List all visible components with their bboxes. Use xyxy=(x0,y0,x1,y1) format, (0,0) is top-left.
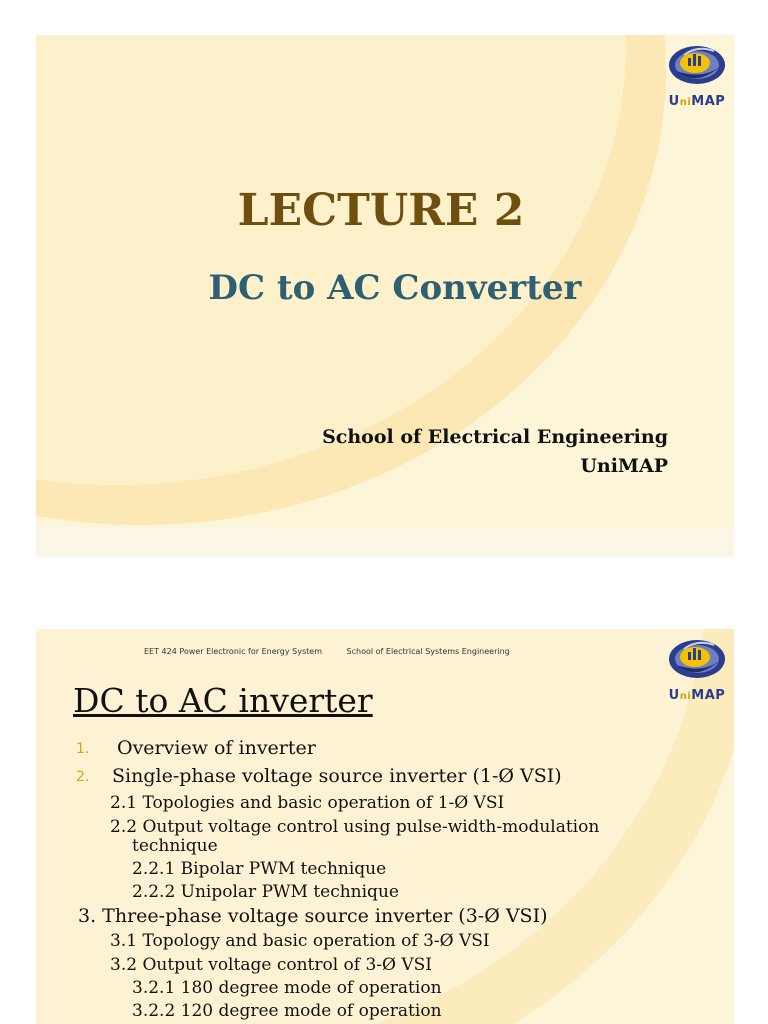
globe-logo-icon xyxy=(666,41,728,91)
list-item: 2.2.1 Bipolar PWM technique xyxy=(132,859,387,879)
list-item: Overview of inverter xyxy=(117,737,316,759)
list-item: technique xyxy=(132,836,218,856)
school-block xyxy=(322,423,668,481)
list-number: 2. xyxy=(76,769,90,785)
globe-logo-icon xyxy=(666,635,728,685)
lecture-subtitle: DC to AC Converter xyxy=(208,268,582,308)
bottom-band xyxy=(36,527,734,557)
list-item: 3.2 Output voltage control of 3-Ø VSI xyxy=(110,955,433,975)
unimap-logo xyxy=(666,41,728,109)
list-item: 3. Three-phase voltage source inverter (3-Ø VSI) xyxy=(78,905,548,927)
logo-text: UniMAP xyxy=(668,688,726,703)
university-name: UniMAP xyxy=(580,455,668,477)
title-slide xyxy=(36,35,734,557)
list-item: 2.1 Topologies and basic operation of 1-Ø VSI xyxy=(110,793,505,813)
slide-title: DC to AC inverter xyxy=(73,681,373,720)
list-item: 3.2.1 180 degree mode of operation xyxy=(132,978,442,998)
outline-slide xyxy=(36,629,734,1024)
course-name: EET 424 Power Electronic for Energy System xyxy=(144,647,322,656)
list-item: Single-phase voltage source inverter (1-Ø VSI) xyxy=(112,765,562,787)
list-item: 3.1 Topology and basic operation of 3-Ø VSI xyxy=(110,931,490,951)
lecture-title: LECTURE 2 xyxy=(237,185,525,236)
school-header: School of Electrical Systems Engineering xyxy=(346,647,510,656)
school-name: School of Electrical Engineering xyxy=(322,426,668,448)
background-swoosh-inner xyxy=(36,35,626,485)
list-item: 2.2.2 Unipolar PWM technique xyxy=(132,882,399,902)
slide-header xyxy=(144,647,532,656)
logo-text: UniMAP xyxy=(668,94,726,109)
list-number: 1. xyxy=(76,741,90,757)
list-item: 3.2.2 120 degree mode of operation xyxy=(132,1001,442,1021)
unimap-logo xyxy=(666,635,728,703)
list-item: 2.2 Output voltage control using pulse-width-modulation xyxy=(110,817,600,837)
